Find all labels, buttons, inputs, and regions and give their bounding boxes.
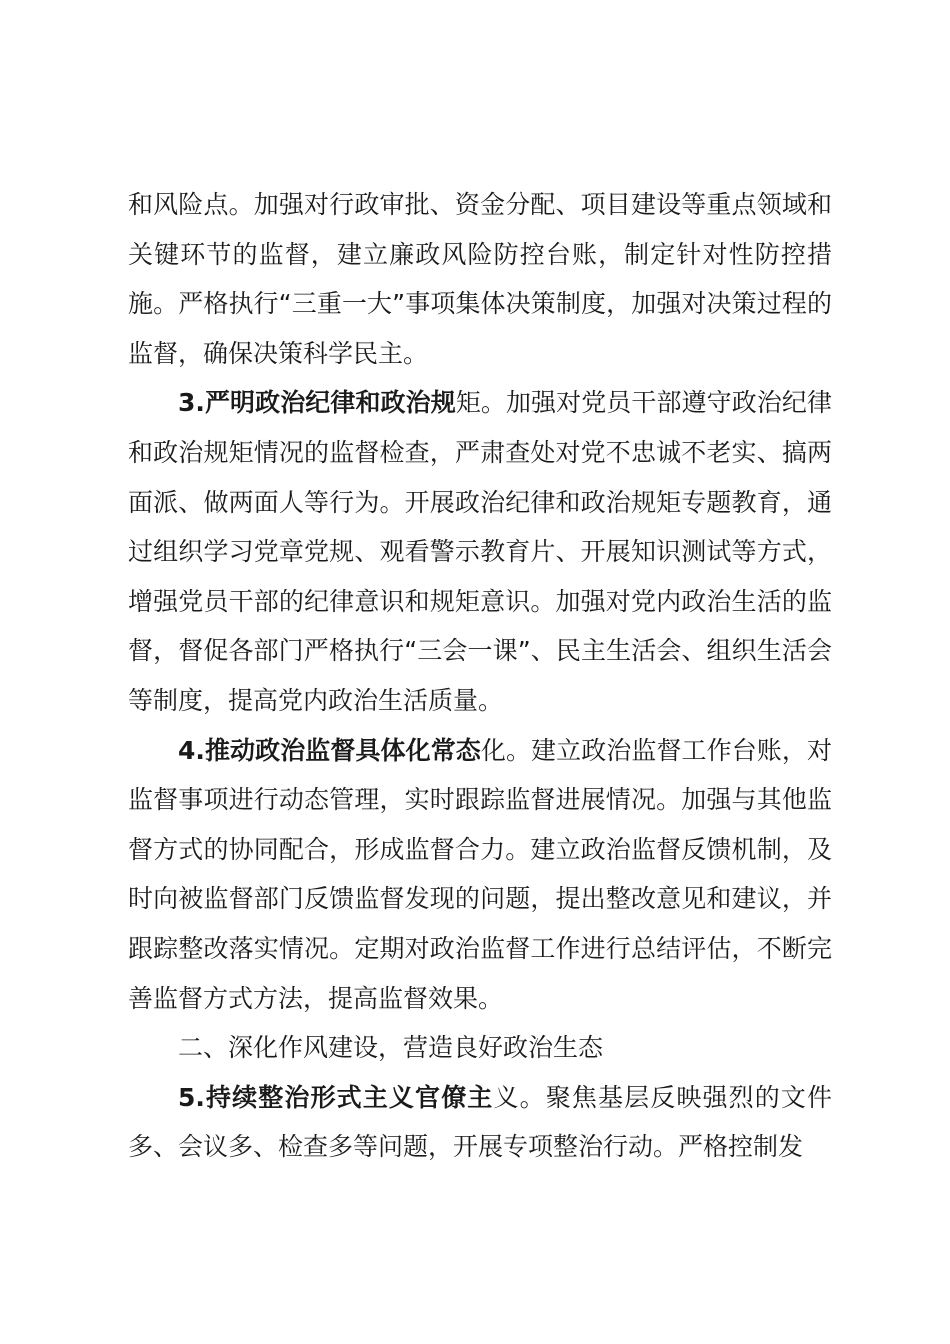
paragraph-lead-bold: 3.严明政治纪律和政治规 xyxy=(178,388,456,418)
document-page xyxy=(128,180,832,1172)
paragraph-text: 化。建立政治监督工作台账，对监督事项进行动态管理，实时跟踪监督进展情况。加强与其他监督方式的协同配合，形成监督合力。建立政治监督反馈机制，及时向被监督部门反馈监督发现的问题，提出整改意见和建议，并跟踪整改落实情况。定期对政治监督工作进行总结评估，不断完善监督方式方法，提高监督效果。 xyxy=(128,735,832,1013)
paragraph-continuation xyxy=(128,180,832,378)
paragraph-lead-bold: 4.推动政治监督具体化常态 xyxy=(178,735,481,765)
paragraph-text: 和风险点。加强对行政审批、资金分配、项目建设等重点领域和关键环节的监督，建立廉政风险防控台账，制定针对性防控措施。严格执行“三重一大”事项集体决策制度，加强对决策过程的监督，确保决策科学民主。 xyxy=(128,190,832,368)
section-heading xyxy=(128,1023,832,1073)
paragraph-item-3 xyxy=(128,378,832,725)
paragraph-item-4 xyxy=(128,726,832,1024)
section-heading-text: 二、深化作风建设，营造良好政治生态 xyxy=(178,1033,604,1063)
paragraph-lead-bold: 5.持续整治形式主义官僚主 xyxy=(178,1082,494,1112)
paragraph-text: 义。聚焦基层反映强烈的文件多、会议多、检查多等问题，开展专项整治行动。严格控制发 xyxy=(128,1082,832,1162)
paragraph-text: 矩。加强对党员干部遵守政治纪律和政治规矩情况的监督检查，严肃查处对党不忠诚不老实、搞两面派、做两面人等行为。开展政治纪律和政治规矩专题教育，通过组织学习党章党规、观看警示教育片、开展知识测试等方式，增强党员干部的纪律意识和规矩意识。加强对党内政治生活的监督，督促各部门严格执行“三会一课”、民主生活会、组织生活会等制度，提高党内政治生活质量。 xyxy=(128,388,832,715)
paragraph-item-5 xyxy=(128,1073,832,1172)
